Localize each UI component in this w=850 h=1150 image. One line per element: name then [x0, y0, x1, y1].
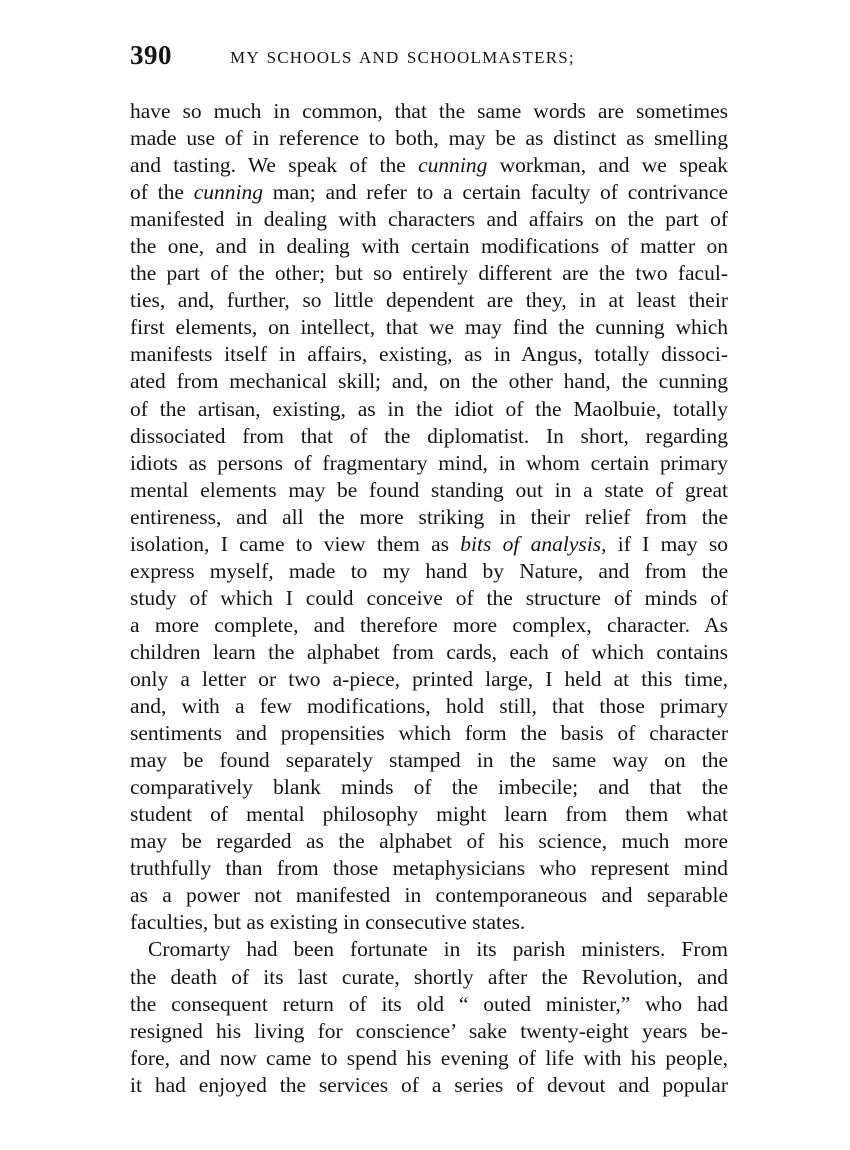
text-line: manifests itself in affairs, existing, as in Angus, totally dissoci-: [130, 342, 728, 367]
text-line: truthfully than from those metaphysicians who represent mind: [130, 856, 728, 881]
running-title: MY SCHOOLS AND SCHOOLMASTERS;: [230, 48, 575, 67]
text-run: of the: [130, 180, 194, 205]
text-line: mental elements may be found standing out in a state of great: [130, 477, 728, 502]
text-line: student of mental philosophy might learn from them what: [130, 802, 728, 827]
text-line: only a letter or two a-piece, printed large, I held at this time,: [130, 666, 728, 691]
text-line: Cromarty had been fortunate in its parish ministers. From: [148, 937, 728, 962]
text-line: and, with a few modifications, hold still, that those primary: [130, 694, 728, 719]
text-line: the part of the other; but so entirely different are the two facul-: [130, 261, 728, 286]
text-line: made use of in reference to both, may be as distinct as smelling: [130, 126, 728, 151]
text-line: may be regarded as the alphabet of his science, much more: [130, 829, 728, 854]
text-line: the one, and in dealing with certain modifications of matter on: [130, 234, 728, 259]
text-line: as a power not manifested in contemporaneous and separable: [130, 883, 728, 908]
text-line: of the artisan, existing, as in the idiot of the Maolbuie, totally: [130, 396, 728, 421]
text-line: have so much in common, that the same words are sometimes: [130, 99, 728, 123]
text-line: may be found separately stamped in the same way on the: [130, 748, 728, 773]
italic-text: bits of analysis,: [460, 531, 607, 556]
text-run: man; and refer to a certain faculty of contrivance: [262, 180, 728, 205]
italic-text: cunning: [193, 180, 263, 205]
text-line: fore, and now came to spend his evening of life with his people,: [130, 1045, 728, 1070]
text-line: children learn the alphabet from cards, each of which contains: [130, 639, 728, 664]
text-line: it had enjoyed the services of a series of devout and popular: [130, 1072, 728, 1097]
italic-text: cunning: [418, 153, 488, 178]
paragraph: [130, 98, 728, 936]
text-line: sentiments and propensities which form the basis of character: [130, 721, 728, 746]
page-number: 390: [130, 40, 172, 70]
text-line: dissociated from that of the diplomatist. In short, regarding: [130, 423, 728, 448]
text-line: comparatively blank minds of the imbecile; and that the: [130, 775, 728, 800]
text-run: and tasting. We speak of the: [130, 153, 419, 178]
text-line: [130, 531, 728, 558]
text-line: express myself, made to my hand by Nature, and from the: [130, 558, 728, 583]
text-line: [130, 179, 728, 206]
text-line: a more complete, and therefore more complex, character. As: [130, 612, 728, 637]
running-head: [130, 40, 730, 74]
text-line: entireness, and all the more striking in their relief from the: [130, 504, 728, 529]
text-line: resigned his living for conscience’ sake twenty-eight years be-: [130, 1018, 728, 1043]
text-line: manifested in dealing with characters and affairs on the part of: [130, 207, 728, 232]
text-line: faculties, but as existing in consecutive states.: [130, 910, 526, 935]
text-line: ated from mechanical skill; and, on the other hand, the cunning: [130, 369, 728, 394]
text-line: study of which I could conceive of the structure of minds of: [130, 585, 728, 610]
body-text: [130, 98, 728, 1099]
text-line: ties, and, further, so little dependent are they, in at least their: [130, 288, 728, 313]
text-line: idiots as persons of fragmentary mind, in whom certain primary: [130, 450, 728, 475]
text-run: if I may so: [606, 531, 728, 556]
text-line: the death of its last curate, shortly after the Revolution, and: [130, 964, 728, 989]
text-run: workman, and we speak: [487, 153, 728, 178]
text-line: first elements, on intellect, that we may find the cunning which: [130, 315, 728, 340]
text-run: isolation, I came to view them as: [130, 531, 461, 556]
text-line: [130, 152, 728, 179]
paragraph: [130, 936, 728, 1098]
text-line: the consequent return of its old “ outed minister,” who had: [130, 991, 728, 1016]
